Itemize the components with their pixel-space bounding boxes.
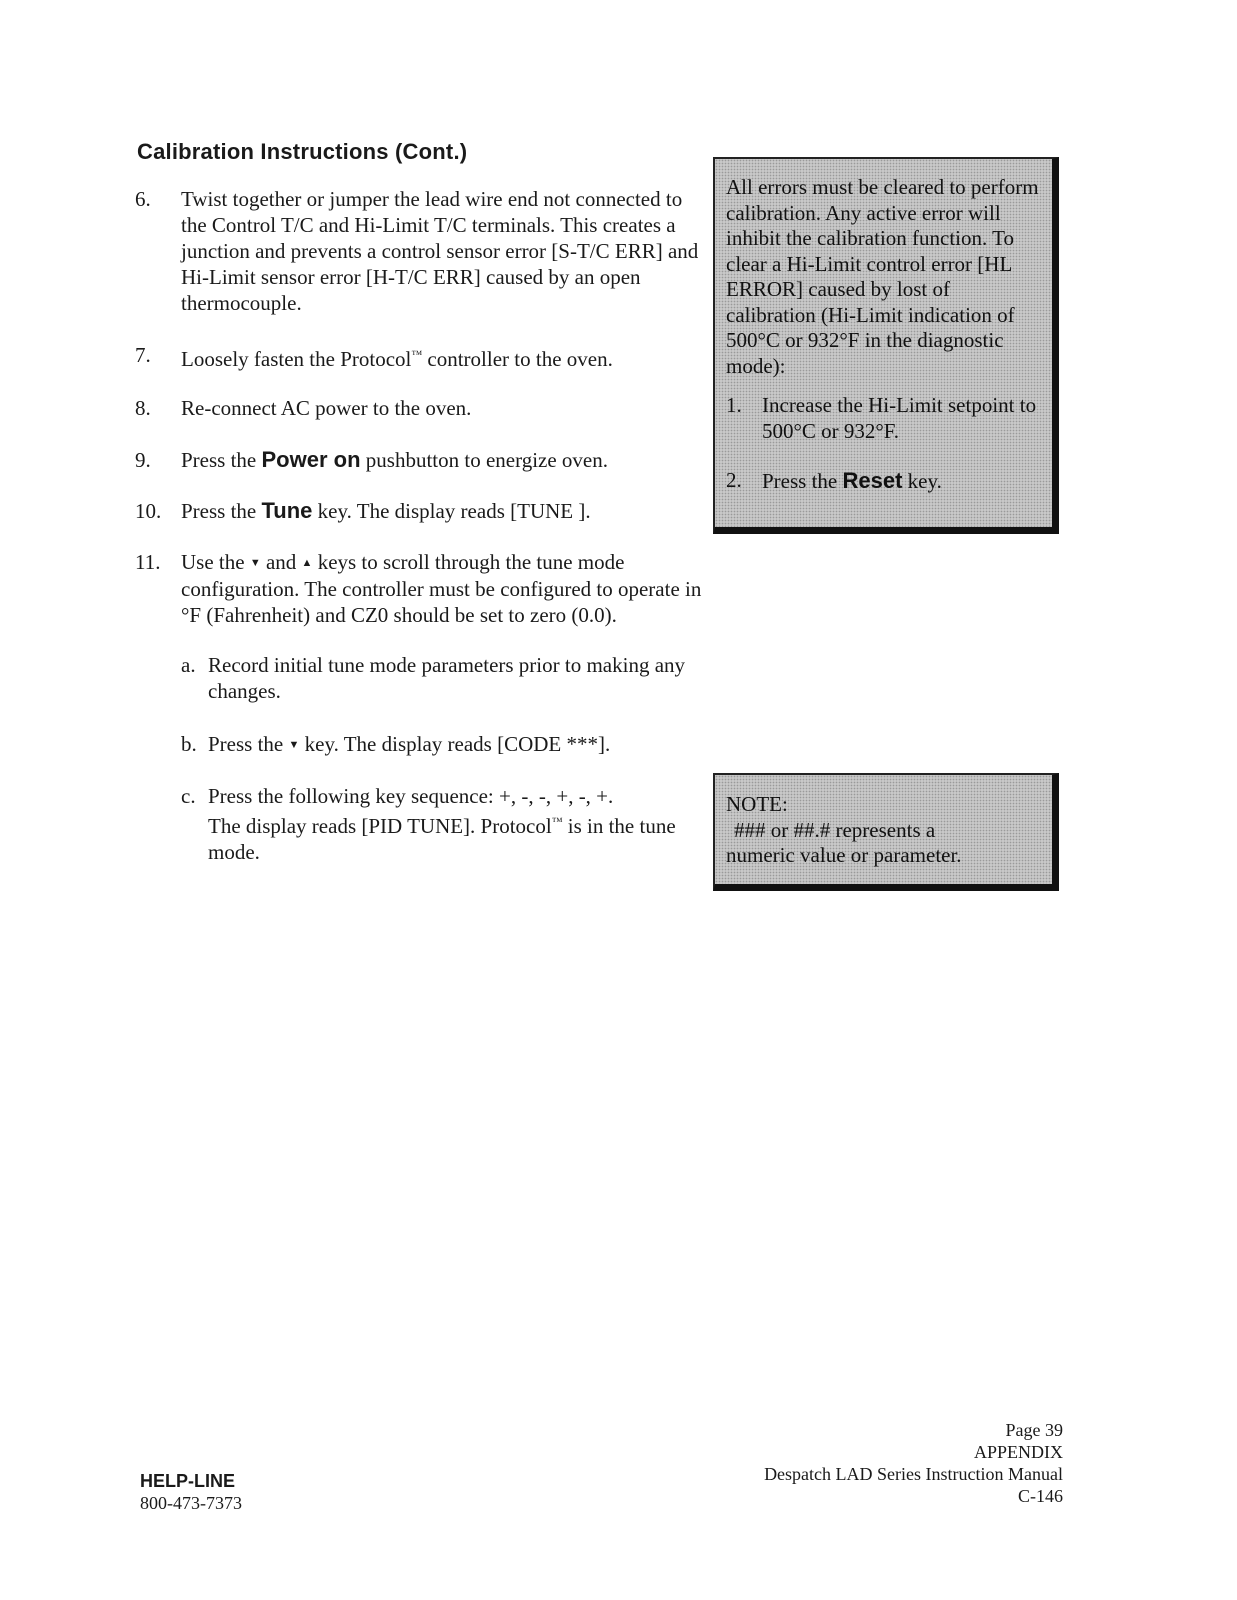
step-number: 9. [135, 448, 151, 472]
step-text: Press the Power on pushbutton to energize oven. [181, 447, 608, 472]
note-box [713, 773, 1059, 891]
step-8 [135, 395, 705, 421]
note-line-1: ### or ##.# represents a [734, 817, 936, 842]
trademark-symbol: ™ [411, 349, 423, 361]
helpline-phone: 800-473-7373 [140, 1493, 242, 1513]
page-number: Page 39 [1005, 1420, 1063, 1440]
substep-text: Press the following key sequence: +, -, -, +, -, +. The display reads [PID TUNE]. Protocol™ is in the tune mode. [208, 784, 676, 864]
calibration-warning-box [713, 157, 1059, 534]
up-arrow-icon: ▲ [301, 557, 313, 569]
step-text: Press the Tune key. The display reads [TUNE ]. [181, 498, 591, 523]
note-line-2: numeric value or parameter. [726, 843, 962, 867]
step-9 [135, 447, 705, 473]
down-arrow-icon: ▼ [249, 557, 261, 569]
step-text: Use the ▼ and ▲ keys to scroll through the tune mode configuration. The controller must be configured to operate in °F (Fahrenheit) and CZ0 should be set to zero (0.0). [181, 550, 702, 627]
warning-item-1: 1. Increase the Hi-Limit setpoint to 500°C or 932°F. [726, 393, 1037, 443]
step-number: 10. [135, 499, 162, 523]
note-label: NOTE: [726, 792, 788, 816]
step-6 [135, 186, 705, 316]
helpline-block [140, 1470, 242, 1514]
power-on-key-label: Power on [261, 447, 361, 472]
substep-a [181, 652, 711, 704]
step-number: 6. [135, 187, 151, 211]
page-heading: Calibration Instructions (Cont.) [137, 139, 468, 164]
tune-key-label: Tune [261, 498, 313, 523]
manual-title: Despatch LAD Series Instruction Manual [764, 1464, 1063, 1484]
trademark-symbol: ™ [551, 816, 563, 828]
substep-text: Record initial tune mode parameters prior to making any changes. [208, 653, 686, 703]
substep-b [181, 731, 711, 758]
warning-item-2: 2. Press the Reset key. [726, 468, 942, 493]
substep-letter: c. [181, 784, 196, 808]
substep-c [181, 783, 711, 865]
substep-text: Press the ▼ key. The display reads [CODE ***]. [208, 732, 611, 756]
step-number: 11. [135, 550, 161, 574]
step-number: 8. [135, 396, 151, 420]
document-code: C-146 [1018, 1486, 1063, 1506]
step-text: Loosely fasten the Protocol™ controller to the oven. [181, 347, 613, 371]
helpline-label: HELP-LINE [140, 1471, 236, 1491]
section-name: APPENDIX [973, 1442, 1063, 1462]
reset-key-label: Reset [842, 468, 903, 493]
down-arrow-icon: ▼ [288, 739, 300, 751]
page-footer [764, 1419, 1063, 1507]
substep-letter: a. [181, 653, 196, 677]
warning-text: All errors must be cleared to perform calibration. Any active error will inhibit the calibration function. To clear a Hi-Limit control error [HL ERROR] caused by lost of calibration (Hi-Limit indication of 500°C or 932°F in the diagnostic mode): [726, 175, 1039, 378]
step-7 [135, 342, 705, 372]
step-10 [135, 498, 705, 524]
step-11 [135, 549, 705, 628]
substep-letter: b. [181, 732, 197, 756]
step-text: Re-connect AC power to the oven. [181, 396, 472, 420]
step-number: 7. [135, 343, 151, 367]
step-text: Twist together or jumper the lead wire end not connected to the Control T/C and Hi-Limit T/C terminals. This creates a junction and prevents a control sensor error [S-T/C ERR] and Hi-Limit sensor error [H-T/C ERR] caused by an open thermocouple. [181, 187, 699, 315]
